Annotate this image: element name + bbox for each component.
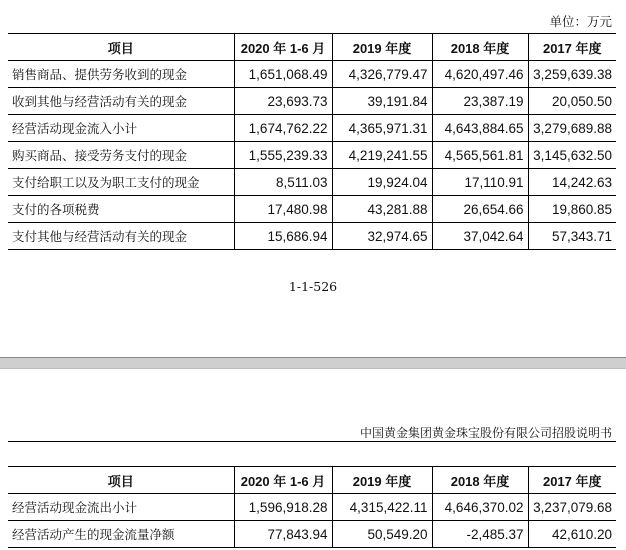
cell-2018: 4,565,561.81 [432, 142, 528, 169]
row-label: 收到其他与经营活动有关的现金 [8, 88, 234, 115]
cell-2019: 4,365,971.31 [332, 115, 432, 142]
table-row [8, 115, 616, 142]
row-label: 支付的各项税费 [8, 196, 234, 223]
cell-2020h1: 8,511.03 [234, 169, 332, 196]
cell-2017: 3,259,639.38 [528, 61, 616, 88]
table-row [8, 494, 616, 521]
cell-2020h1: 15,686.94 [234, 223, 332, 250]
cell-2020h1: 1,651,068.49 [234, 61, 332, 88]
cell-2019: 43,281.88 [332, 196, 432, 223]
cell-2017: 3,279,689.88 [528, 115, 616, 142]
running-header: 中国黄金集团黄金珠宝股份有限公司招股说明书 [359, 426, 612, 440]
cell-2019: 32,974.65 [332, 223, 432, 250]
cell-2018: 17,110.91 [432, 169, 528, 196]
table-row [8, 521, 616, 548]
cell-2019: 4,326,779.47 [332, 61, 432, 88]
table-row [8, 223, 616, 250]
column-header-item: 项目 [8, 34, 234, 61]
row-label: 经营活动产生的现金流量净额 [8, 521, 234, 548]
table-row [8, 142, 616, 169]
cell-2018: 4,643,884.65 [432, 115, 528, 142]
table-header-row [8, 467, 616, 494]
row-label: 支付其他与经营活动有关的现金 [8, 223, 234, 250]
cell-2017: 57,343.71 [528, 223, 616, 250]
cell-2017: 19,860.85 [528, 196, 616, 223]
table-header-row [8, 34, 616, 61]
table-row [8, 169, 616, 196]
row-label: 销售商品、提供劳务收到的现金 [8, 61, 234, 88]
column-header-2020h1: 2020 年 1-6 月 [234, 34, 332, 61]
cell-2020h1: 1,674,762.22 [234, 115, 332, 142]
cell-2020h1: 17,480.98 [234, 196, 332, 223]
unit-label: 单位：万元 [549, 14, 612, 29]
cell-2020h1: 23,693.73 [234, 88, 332, 115]
cell-2017: 20,050.50 [528, 88, 616, 115]
cell-2020h1: 1,596,918.28 [234, 494, 332, 521]
column-header-2017: 2017 年度 [528, 34, 616, 61]
cell-2019: 39,191.84 [332, 88, 432, 115]
cell-2018: -2,485.37 [432, 521, 528, 548]
cell-2019: 4,315,422.11 [332, 494, 432, 521]
column-header-2019: 2019 年度 [332, 467, 432, 494]
page-break-divider [0, 357, 626, 369]
row-label: 支付给职工以及为职工支付的现金 [8, 169, 234, 196]
cell-2018: 26,654.66 [432, 196, 528, 223]
column-header-2018: 2018 年度 [432, 467, 528, 494]
cash-flow-table-bottom [8, 466, 616, 548]
cell-2018: 37,042.64 [432, 223, 528, 250]
cell-2017: 3,237,079.68 [528, 494, 616, 521]
cell-2019: 19,924.04 [332, 169, 432, 196]
cell-2020h1: 1,555,239.33 [234, 142, 332, 169]
row-label: 经营活动现金流出小计 [8, 494, 234, 521]
row-label: 购买商品、接受劳务支付的现金 [8, 142, 234, 169]
cell-2019: 4,219,241.55 [332, 142, 432, 169]
table-row [8, 61, 616, 88]
column-header-2019: 2019 年度 [332, 34, 432, 61]
column-header-2018: 2018 年度 [432, 34, 528, 61]
table-row [8, 196, 616, 223]
cell-2018: 4,620,497.46 [432, 61, 528, 88]
column-header-2017: 2017 年度 [528, 467, 616, 494]
page-number: 1-1-526 [288, 279, 338, 294]
table-row [8, 88, 616, 115]
cash-flow-table-top [8, 33, 616, 250]
column-header-2020h1: 2020 年 1-6 月 [234, 467, 332, 494]
cell-2017: 14,242.63 [528, 169, 616, 196]
cell-2019: 50,549.20 [332, 521, 432, 548]
cell-2017: 3,145,632.50 [528, 142, 616, 169]
row-label: 经营活动现金流入小计 [8, 115, 234, 142]
cell-2017: 42,610.20 [528, 521, 616, 548]
cell-2018: 23,387.19 [432, 88, 528, 115]
header-rule-divider [8, 441, 616, 442]
cell-2018: 4,646,370.02 [432, 494, 528, 521]
column-header-item: 项目 [8, 467, 234, 494]
cell-2020h1: 77,843.94 [234, 521, 332, 548]
